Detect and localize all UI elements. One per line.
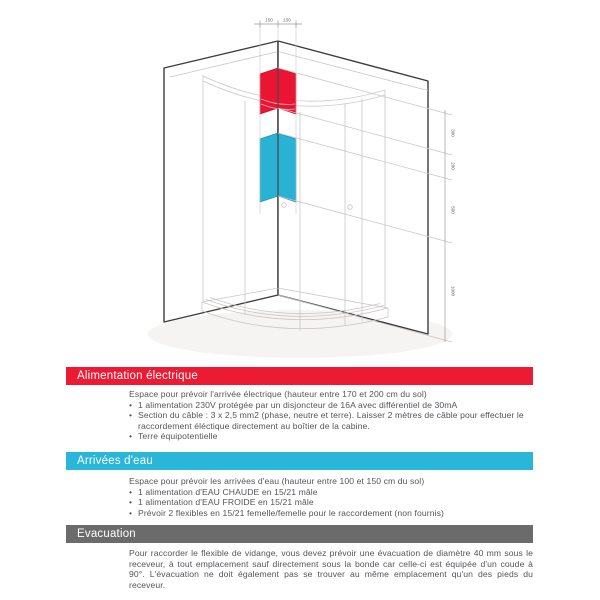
section-title: Alimentation électrique — [77, 370, 198, 382]
dimension-label: 1000 — [450, 285, 456, 297]
section-title: Arrivées d'eau — [77, 455, 153, 467]
section-header-water — [66, 452, 533, 470]
drain-instructions — [129, 548, 533, 590]
electrical-instructions — [129, 389, 533, 442]
paragraph: Pour raccorder le flexible de vidange, vous devez prévoir une évacuation de diamètre 40 mm sous le receveur, à tout emplacement sauf directement sous la bonde car celle-ci est équipée d'un coude à 90°. L'évacuation ne doit également pas se trouver au même emplacement qu'un des pieds du receveur. — [129, 548, 533, 590]
water-instructions — [129, 476, 533, 518]
intro-line: Espace pour prévoir l'arrivée électrique (hauteur entre 170 et 200 cm du sol) — [129, 389, 427, 399]
bullet-list — [129, 400, 533, 442]
bullet-list — [129, 487, 533, 519]
fixing-point-icon — [282, 203, 287, 208]
dimension-label: 150 — [283, 17, 291, 23]
section-header-electrical — [66, 367, 533, 385]
dimension-label: 200 — [450, 162, 456, 170]
bullet-item: • Terre équipotentielle — [129, 431, 533, 442]
bullet-item: • Prévoir 2 flexibles en 15/21 femelle/femelle pour le raccordement (non fournis) — [129, 508, 533, 519]
intro-line: Espace pour prévoir les arrivées d'eau (hauteur entre 100 et 150 cm du sol) — [129, 476, 425, 486]
bullet-item: • 1 alimentation 230V protégée par un disjoncteur de 16A avec différentiel de 30mA — [129, 400, 533, 411]
dimension-label: 300 — [450, 129, 456, 137]
bullet-item: • 1 alimentation d'EAU FROIDE en 15/21 mâle — [129, 497, 533, 508]
bullet-item: • 1 alimentation d'EAU CHAUDE en 15/21 mâle — [129, 487, 533, 498]
fixing-point-icon — [348, 205, 353, 210]
section-title: Evacuation — [77, 528, 136, 540]
dimension-label: 500 — [450, 206, 456, 214]
dimension-label: 150 — [265, 17, 273, 23]
bullet-item: • Section du câble : 3 x 2,5 mm2 (phase, neutre et terre). Laisser 2 mètres de câble pour effectuer le raccordement éléctique directement au boîtier de la cabine. — [129, 410, 533, 431]
section-header-drain — [66, 525, 533, 543]
